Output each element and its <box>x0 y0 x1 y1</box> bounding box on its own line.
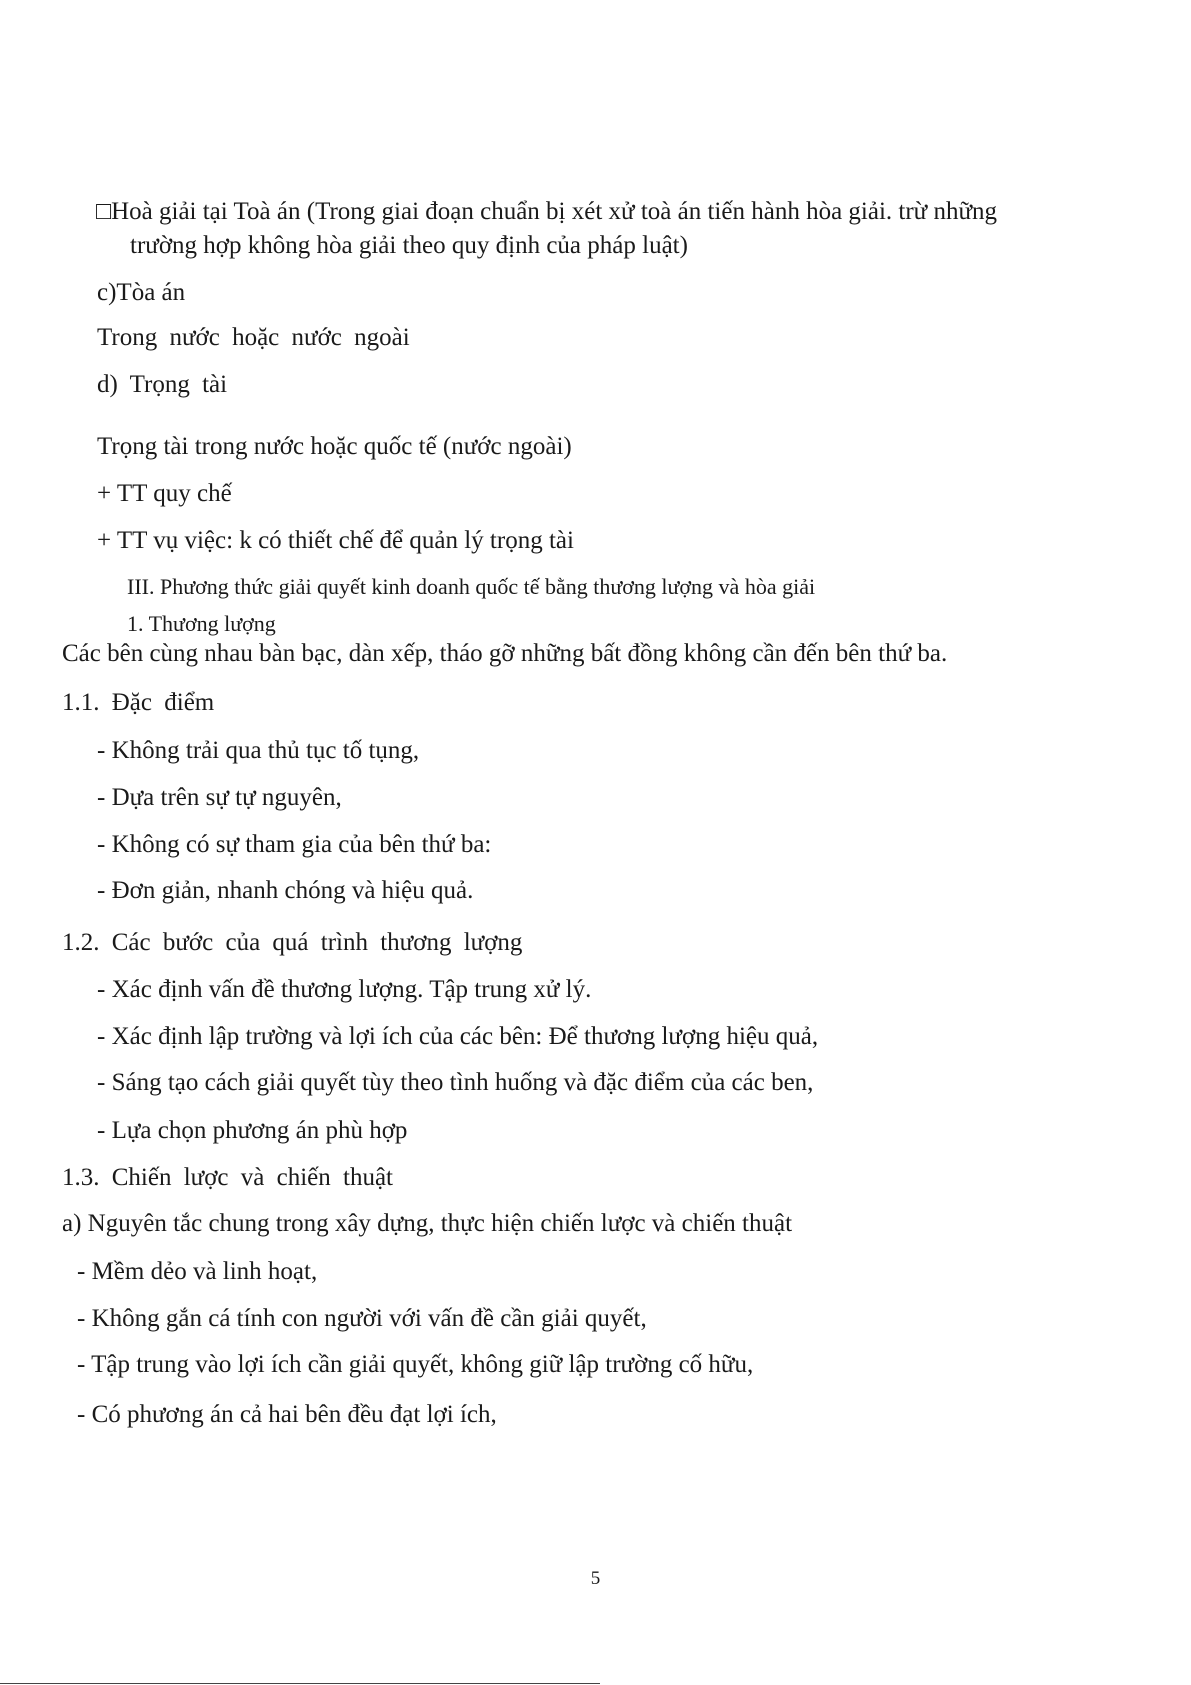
list-item: - Đơn giản, nhanh chóng và hiệu quả. <box>97 877 474 904</box>
paragraph-court-mediation: □Hoà giải tại Toà án (Trong giai đoạn chuẩn bị xét xử toà án tiến hành hòa giải. trừ những <box>96 198 998 225</box>
list-item: - Không trải qua thủ tục tố tụng, <box>97 737 420 764</box>
list-item: - Không gắn cá tính con người với vấn đề cần giải quyết, <box>77 1305 647 1332</box>
heading-1-3: 1.3. Chiến lược và chiến thuật <box>62 1164 394 1191</box>
list-item: - Mềm dẻo và linh hoạt, <box>77 1258 318 1285</box>
list-item: - Sáng tạo cách giải quyết tùy theo tình huống và đặc điểm của các ben, <box>97 1069 814 1096</box>
bullet-institutional-arbitration: + TT quy chế <box>97 480 232 507</box>
list-item: - Không có sự tham gia của bên thứ ba: <box>97 831 492 858</box>
heading-court: c)Tòa án <box>97 279 186 306</box>
page-number: 5 <box>590 1568 601 1589</box>
text-domestic-foreign: Trong nước hoặc nước ngoài <box>97 324 410 351</box>
text-negotiation-definition: Các bên cùng nhau bàn bạc, dàn xếp, tháo gỡ những bất đồng không cần đến bên thứ ba. <box>62 640 948 667</box>
list-item: - Xác định lập trường và lợi ích của các bên: Để thương lượng hiệu quả, <box>97 1023 819 1050</box>
paragraph-court-mediation-cont: trường hợp không hòa giải theo quy định của pháp luật) <box>130 232 688 259</box>
text-arbitration-types: Trọng tài trong nước hoặc quốc tế (nước ngoài) <box>97 433 572 460</box>
heading-1-1: 1.1. Đặc điểm <box>62 689 215 716</box>
list-item: - Lựa chọn phương án phù hợp <box>97 1117 408 1144</box>
heading-1-2: 1.2. Các bước của quá trình thương lượng <box>62 929 523 956</box>
list-item: - Xác định vấn đề thương lượng. Tập trung xử lý. <box>97 976 592 1003</box>
subsection-negotiation: 1. Thương lượng <box>127 611 276 636</box>
section-heading-iii: III. Phương thức giải quyết kinh doanh quốc tế bằng thương lượng và hòa giải <box>127 574 816 599</box>
heading-general-principles: a) Nguyên tắc chung trong xây dựng, thực hiện chiến lược và chiến thuật <box>62 1210 793 1237</box>
list-item: - Dựa trên sự tự nguyên, <box>97 784 342 811</box>
bottom-divider <box>0 1683 600 1684</box>
list-item: - Tập trung vào lợi ích cần giải quyết, không giữ lập trường cố hữu, <box>77 1351 754 1378</box>
bullet-adhoc-arbitration: + TT vụ việc: k có thiết chế để quản lý trọng tài <box>97 527 574 554</box>
list-item: - Có phương án cả hai bên đều đạt lợi ích, <box>77 1401 497 1428</box>
heading-arbitration: d) Trọng tài <box>97 371 228 398</box>
